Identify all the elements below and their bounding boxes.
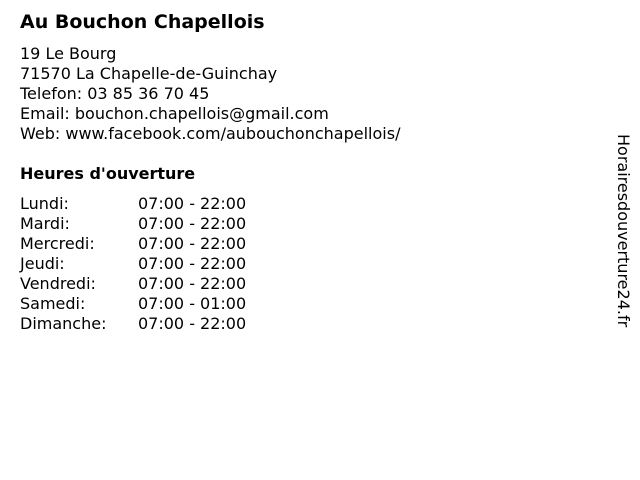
hours-row-lundi — [20, 194, 246, 214]
hours-row-jeudi — [20, 254, 246, 274]
day-label: Dimanche: — [20, 314, 107, 333]
time-range: 07:00 - 22:00 — [138, 234, 247, 253]
day-label: Vendredi: — [20, 274, 96, 293]
hours-heading: Heures d'ouverture — [20, 164, 196, 183]
web-line: Web: www.facebook.com/aubouchonchapellois/ — [20, 124, 401, 143]
hours-row-mercredi — [20, 234, 246, 254]
phone-line: Telefon: 03 85 36 70 45 — [20, 84, 210, 103]
hours-row-samedi — [20, 294, 246, 314]
time-range: 07:00 - 22:00 — [138, 214, 247, 233]
hours-row-mardi — [20, 214, 246, 234]
day-label: Lundi: — [20, 194, 69, 213]
email-line: Email: bouchon.chapellois@gmail.com — [20, 104, 329, 123]
day-label: Samedi: — [20, 294, 86, 313]
day-label: Mercredi: — [20, 234, 95, 253]
hours-row-vendredi — [20, 274, 246, 294]
day-label: Jeudi: — [20, 254, 65, 273]
time-range: 07:00 - 22:00 — [138, 254, 247, 273]
day-label: Mardi: — [20, 214, 70, 233]
business-name: Au Bouchon Chapellois — [20, 11, 265, 33]
hours-row-dimanche — [20, 314, 246, 334]
time-range: 07:00 - 22:00 — [138, 274, 247, 293]
address-street: 19 Le Bourg — [20, 44, 117, 63]
time-range: 07:00 - 01:00 — [138, 294, 247, 313]
time-range: 07:00 - 22:00 — [138, 194, 247, 213]
business-info — [20, 44, 400, 144]
hours-table — [20, 194, 246, 334]
address-city: 71570 La Chapelle-de-Guinchay — [20, 64, 278, 83]
site-watermark: Horairesdouverture24.fr — [614, 134, 633, 328]
time-range: 07:00 - 22:00 — [138, 314, 247, 333]
